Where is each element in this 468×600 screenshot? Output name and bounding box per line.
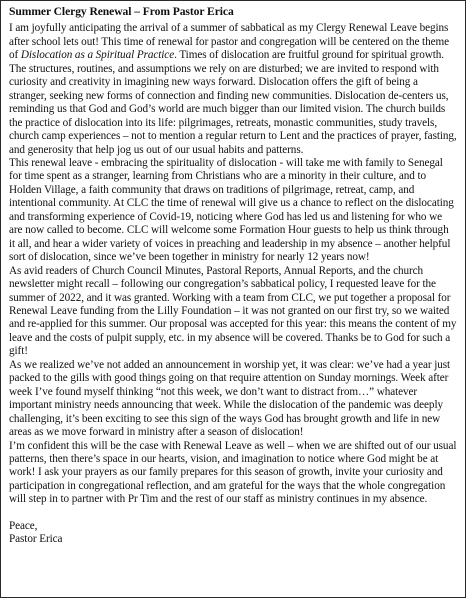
paragraph-confidence: I’m confident this will be the case with Renewal Leave as well – when we are shifted out of our usual patterns, then there’s space in our hearts, vision, and imagination to notice where God might be at work! I ask your prayers as our family prepares for this season of growth, invite your curiosity and participation in congregational reflection, and am grateful for the ways that the whole congregation will step in to partner with Pr Tim and the rest of our staff as ministry continues in my absence. bbox=[9, 439, 457, 506]
intro-text-end: . Times of dislocation are fruitful ground for spiritual growth. The structures, routines, and assumptions we rely on are disturbed; we are invited to respond with curiosity and creativity in imagining new ways forward. Dislocation offers the gift of being a stranger, seeking new forms of connection and finding new communities. Dislocation de-centers us, reminding us that God and God’s world are much bigger than our limited vision. The church builds the practice of dislocation into its life: pilgrimages, retreats, monastic communities, study travels, church camp experiences – not to mention a regular return to Lent and the practices of prayer, fasting, and generosity that help jog us out of our usual habits and patterns. bbox=[9, 49, 457, 156]
letter-closing bbox=[9, 520, 457, 547]
theme-title: Dislocation as a Spiritual Practice bbox=[20, 49, 175, 62]
intro-text-start: I am joyfully anticipating the arrival of a summer of sabbatical as my Clergy Renewal Leave begins after school lets out! This time of renewal for pastor and congregation will be centered on the theme of bbox=[9, 22, 449, 62]
paragraph-intro bbox=[9, 22, 457, 157]
letter-title: Summer Clergy Renewal – From Pastor Erica bbox=[9, 5, 234, 18]
paragraph-funding: As avid readers of Church Council Minutes, Pastoral Reports, Annual Reports, and the church newsletter might recall – following our congregation’s sabbatical policy, I requested leave for the summer of 2022, and it was granted. Working with a team from CLC, we put together a proposal for Renewal Leave funding from the Lilly Foundation – it was not granted on our first try, so we waited and re-applied for this summer. Our proposal was accepted for this year: this means the content of my leave and the costs of pulpit supply, etc. in my absence will be covered. Thanks be to God for such a gift! bbox=[9, 264, 457, 358]
closing-salutation: Peace, bbox=[9, 519, 38, 532]
paragraph-announcement: As we realized we’ve not added an announcement in worship yet, it was clear: we’ve had a year just packed to the gills with good things going on that require attention on Sunday mornings. Week after week I’ve found myself thinking “not this week, we don’t want to distract from…” whatever important ministry needs announcing that week. While the dislocation of the pandemic was deeply challenging, it’s been exciting to see this sign of the ways God has brought growth and life in new areas as we move forward in ministry after a season of dislocation! bbox=[9, 358, 451, 439]
paragraph-renewal-leave: This renewal leave - embracing the spirituality of dislocation - will take me with family to Senegal for time spent as a stranger, learning from Christians who are a minority in their culture, and to Holden Village, a faith community that draws on traditions of pilgrimage, retreat, camp, and intentional community. At CLC the time of renewal will give us a chance to reflect on the dislocating and transforming experience of Covid-19, noticing where God has led us and listening for who we are now called to become. CLC will welcome some Formation Hour guests to help us think through it all, and hear a wider variety of voices in preaching and leadership in my absence – another helpful sort of dislocation, since we’ve been together in ministry for nearly 12 years now! bbox=[9, 156, 454, 264]
signature: Pastor Erica bbox=[9, 533, 63, 546]
